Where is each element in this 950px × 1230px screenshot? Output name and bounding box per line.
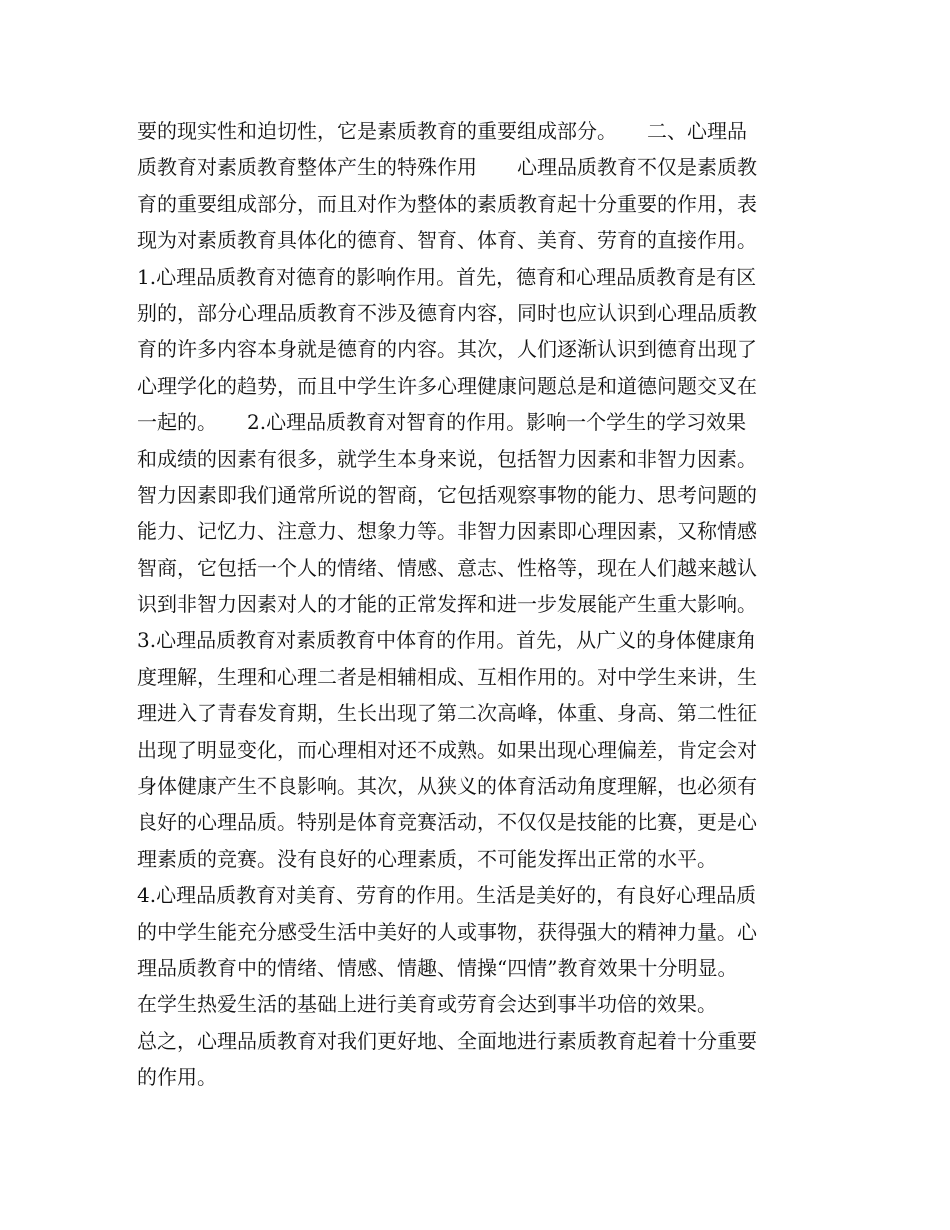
text-line: 的中学生能充分感受生活中美好的人或事物，获得强大的精神力量。心 [137,919,757,944]
text-line: 别的，部分心理品质教育不涉及德育内容，同时也应认识到心理品质教 [137,300,757,325]
text-line: 理品质教育中的情绪、情感、情趣、情操“四情”教育效果十分明显。 [137,955,738,980]
text-line: 理进入了青春发育期，生长出现了第二次高峰，体重、身高、第二性征 [137,701,757,726]
text-line: 识到非智力因素对人的才能的正常发挥和进一步发展能产生重大影响。 [137,592,757,617]
text-line: 一起的。 2.心理品质教育对智育的作用。影响一个学生的学习效果 [137,410,747,435]
text-line: 能力、记忆力、注意力、想象力等。非智力因素即心理因素，又称情感 [137,519,757,544]
text-line: 身体健康产生不良影响。其次，从狭义的体育活动角度理解，也必须有 [137,774,757,799]
text-line: 1.心理品质教育对德育的影响作用。首先，德育和心理品质教育是有区 [137,264,757,289]
text-line: 要的现实性和迫切性，它是素质教育的重要组成部分。 二、心理品 [137,119,747,143]
text-line: 和成绩的因素有很多，就学生本身来说，包括智力因素和非智力因素。 [137,446,757,471]
text-line: 质教育对素质教育整体产生的特殊作用 心理品质教育不仅是素质教 [137,155,757,180]
text-line: 智力因素即我们通常所说的智商，它包括观察事物的能力、思考问题的 [137,482,757,507]
text-line: 现为对素质教育具体化的德育、智育、体育、美育、劳育的直接作用。 [137,228,757,253]
text-line: 度理解，生理和心理二者是相辅相成、互相作用的。对中学生来讲，生 [137,664,757,689]
text-line: 智商，它包括一个人的情绪、情感、意志、性格等，现在人们越来越认 [137,555,757,580]
text-line: 育的许多内容本身就是德育的内容。其次，人们逐渐认识到德育出现了 [137,337,757,362]
text-line: 在学生热爱生活的基础上进行美育或劳育会达到事半功倍的效果。 [137,992,717,1017]
text-line: 4.心理品质教育对美育、劳育的作用。生活是美好的，有良好心理品质 [137,883,757,908]
text-line: 育的重要组成部分，而且对作为整体的素质教育起十分重要的作用，表 [137,191,757,216]
body-text [137,113,817,1096]
text-line: 心理学化的趋势，而且中学生许多心理健康问题总是和道德问题交叉在 [137,373,757,398]
text-line: 理素质的竞赛。没有良好的心理素质，不可能发挥出正常的水平。 [137,846,717,871]
text-line: 3.心理品质教育对素质教育中体育的作用。首先，从广义的身体健康角 [137,628,757,653]
text-line: 良好的心理品质。特别是体育竞赛活动，不仅仅是技能的比赛，更是心 [137,810,757,835]
text-line: 的作用。 [137,1065,217,1090]
text-line: 总之，心理品质教育对我们更好地、全面地进行素质教育起着十分重要 [137,1028,757,1053]
text-line: 出现了明显变化，而心理相对还不成熟。如果出现心理偏差，肯定会对 [137,737,757,762]
